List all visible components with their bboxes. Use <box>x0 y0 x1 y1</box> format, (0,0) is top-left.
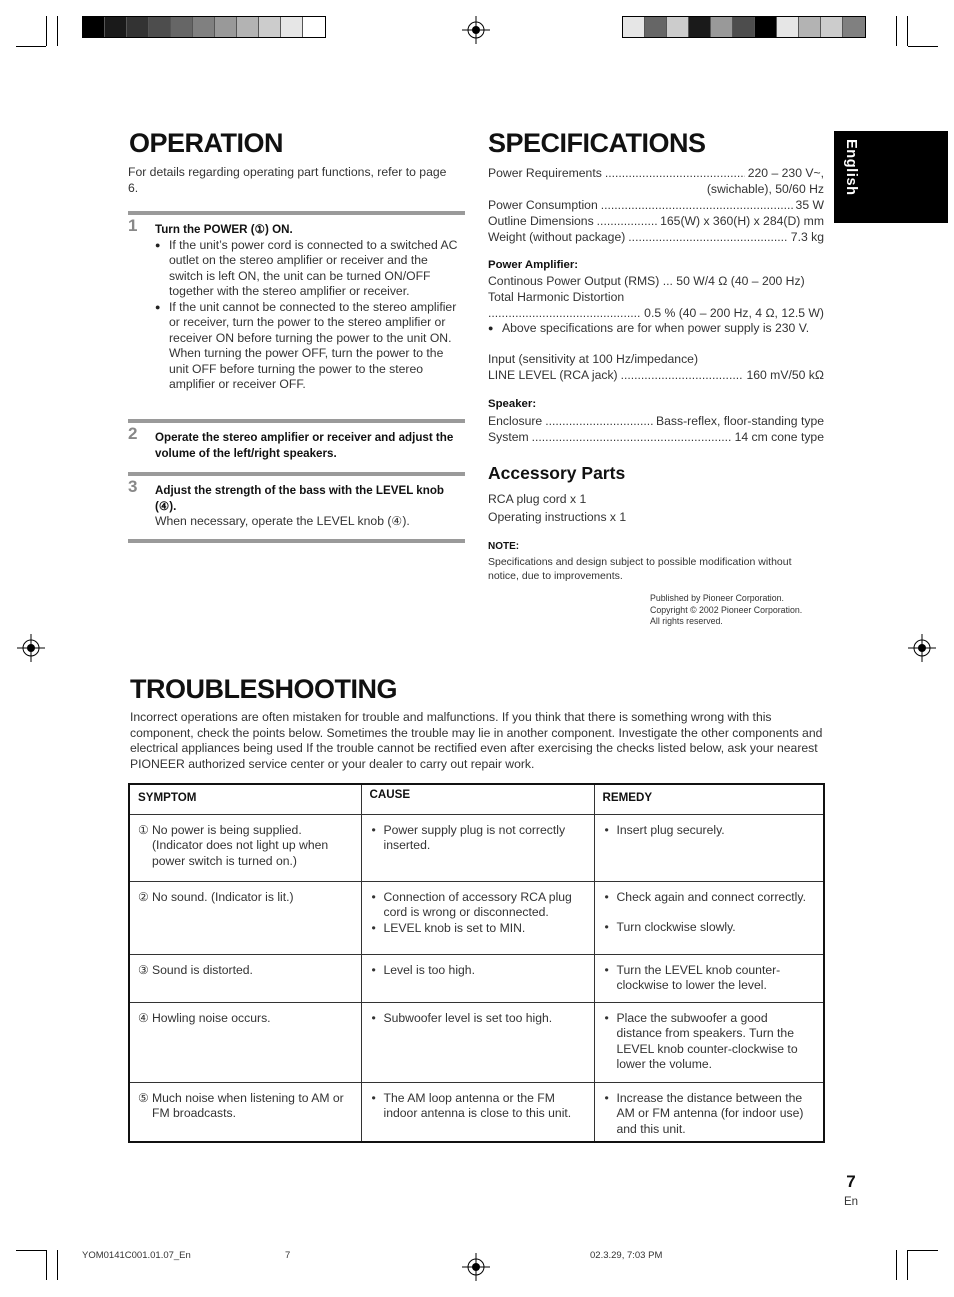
specifications-title: SPECIFICATIONS <box>488 128 706 158</box>
remedy-cell: • Insert plug securely. <box>594 814 824 881</box>
troubleshooting-intro: Incorrect operations are often mistaken for trouble and malfunctions. If you think that there is something wrong with this component, check the points below. Sometimes the trouble may lie in another component. Investigate the other components and electrical appliances being used If the trouble cannot be rectified even after exercising the checks listed below, ask your nearest PIONEER authorized service center or your dealer to carry out repair work. <box>130 710 823 771</box>
step-number: 1 <box>128 216 138 235</box>
step-2-title: Operate the stereo amplifier or receiver and adjust the volume of the left/right speakers. <box>155 431 454 460</box>
step-1 <box>155 222 465 393</box>
remedy-cell: • Increase the distance between the AM or FM antenna (for indoor use) and this unit. <box>594 1082 824 1142</box>
registration-mark-top-icon <box>462 16 490 44</box>
remedy-cell: • Place the subwoofer a good distance from speakers. Turn the LEVEL knob counter-clockwise to lower the volume. <box>594 1002 824 1082</box>
registration-mark-left-icon <box>17 634 45 662</box>
spec-row: ..... 0.5 % (40 – 200 Hz, 4 Ω, 12.5 W) <box>488 305 824 321</box>
note-text: Specifications and design subject to possible modification without notice, due to improvements. <box>488 556 792 582</box>
footer-file: YOM0141C001.01.07_En <box>82 1250 191 1261</box>
step-3 <box>155 483 460 530</box>
spec-row: LINE LEVEL (RCA jack) ..... 160 mV/50 kΩ <box>488 367 824 383</box>
cause-cell: • Power supply plug is not correctly inserted. <box>361 814 594 881</box>
registration-mark-right-icon <box>908 634 936 662</box>
spec-list <box>488 165 824 245</box>
step-divider <box>128 419 465 423</box>
step-divider <box>128 211 465 215</box>
table-row <box>129 954 824 1002</box>
operation-title: OPERATION <box>129 128 284 158</box>
step-divider <box>128 472 465 476</box>
table-row <box>129 1002 824 1082</box>
cause-cell: • Subwoofer level is set too high. <box>361 1002 594 1082</box>
spec-row: Continous Power Output (RMS) ... 50 W/4 Ω (40 – 200 Hz) <box>488 274 805 288</box>
publisher-block <box>650 593 802 628</box>
step-title: Turn the POWER (①) ON. <box>155 223 293 236</box>
remedy-cell: • Check again and connect correctly. • Turn clockwise slowly. <box>594 881 824 954</box>
page-language: En <box>843 1196 859 1208</box>
language-tab <box>834 131 948 223</box>
language-tab-label: English <box>843 139 859 196</box>
step-title: Adjust the strength of the bass with the LEVEL knob (④). <box>155 484 445 513</box>
spec-row: Input (sensitivity at 100 Hz/impedance) <box>488 352 698 366</box>
header-symptom: SYMPTOM <box>129 784 361 814</box>
input-spec-list <box>488 351 824 383</box>
table-row <box>129 881 824 954</box>
remedy-cell: • Turn the LEVEL knob counter-clockwise to lower the level. <box>594 954 824 1002</box>
publisher-line: Copyright © 2002 Pioneer Corporation. <box>650 604 803 615</box>
troubleshooting-title: TROUBLESHOOTING <box>130 674 397 704</box>
accessory-parts-heading: Accessory Parts <box>488 463 626 483</box>
symptom-cell: ② No sound. (Indicator is lit.) <box>129 881 361 954</box>
color-bar-left <box>82 16 326 38</box>
operation-intro: For details regarding operating part functions, refer to page 6. <box>128 165 447 195</box>
symptom-cell: ④ Howling noise occurs. <box>129 1002 361 1082</box>
note-heading: NOTE: <box>488 541 520 552</box>
cause-cell: • Level is too high. <box>361 954 594 1002</box>
spec-row: Power Requirements ..... 220 – 230 V~, <box>488 165 824 181</box>
accessory-item: RCA plug cord x 1 <box>488 492 587 506</box>
footer-date: 02.3.29, 7:03 PM <box>590 1250 663 1261</box>
footer-page: 7 <box>285 1250 291 1261</box>
accessory-item: Operating instructions x 1 <box>488 510 627 524</box>
table-header-row <box>129 784 824 814</box>
spec-row: Total Harmonic Distortion <box>488 290 625 304</box>
spec-note: ● Above specifications are for when power supply is 230 V. <box>488 321 828 337</box>
spec-row: Power Consumption ..... 35 W <box>488 197 824 213</box>
header-cause: CAUSE <box>361 784 594 814</box>
symptom-cell: ③ Sound is distorted. <box>129 954 361 1002</box>
cause-cell: • The AM loop antenna or the FM indoor antenna is close to this unit. <box>361 1082 594 1142</box>
header-remedy: REMEDY <box>594 784 824 814</box>
step-note: When necessary, operate the LEVEL knob (④). <box>155 514 410 528</box>
amp-spec-list <box>488 273 828 337</box>
power-amplifier-heading: Power Amplifier: <box>488 259 579 271</box>
step-bullet: ● If the unit cannot be connected to the stereo amplifier or receiver, turn the power to the stereo amplifier or receiver ON before turning the power to the unit ON. When turning the power OFF, turn the power to the unit OFF before turning the power to the stereo amplifier or receiver OFF. <box>155 300 465 393</box>
accessory-list <box>488 490 626 526</box>
table-row <box>129 814 824 881</box>
symptom-cell: ⑤ Much noise when listening to AM or FM broadcasts. <box>129 1082 361 1142</box>
publisher-line: All rights reserved. <box>650 616 723 626</box>
page-number: 7 <box>846 1172 856 1191</box>
registration-mark-bottom-icon <box>462 1253 490 1281</box>
publisher-line: Published by Pioneer Corporation. <box>650 593 784 603</box>
spec-row: System ..... 14 cm cone type <box>488 429 824 445</box>
step-number: 2 <box>128 424 138 443</box>
spec-row: Enclosure ..... Bass-reflex, floor-standing type <box>488 413 824 429</box>
table-row <box>129 1082 824 1142</box>
speaker-spec-list <box>488 413 824 445</box>
spec-row: Weight (without package) ..... 7.3 kg <box>488 229 824 245</box>
color-bar-right <box>622 16 866 38</box>
spec-row: Outline Dimensions ..... 165(W) x 360(H) x 284(D) mm <box>488 213 824 229</box>
step-divider <box>128 539 465 543</box>
cause-cell: • Connection of accessory RCA plug cord is wrong or disconnected. • LEVEL knob is set to MIN. <box>361 881 594 954</box>
symptom-cell: ① No power is being supplied. (Indicator does not light up when power switch is turned on.) <box>129 814 361 881</box>
troubleshooting-table <box>128 783 825 1143</box>
step-number: 3 <box>128 477 138 496</box>
step-bullet: ● If the unit’s power cord is connected to a switched AC outlet on the stereo amplifier or receiver and the switch is left ON, the unit can be turned ON/OFF together with the stereo amplifier or receiver. <box>155 238 465 300</box>
spec-row: (swichable), 50/60 Hz <box>706 182 824 196</box>
speaker-heading: Speaker: <box>488 398 537 410</box>
